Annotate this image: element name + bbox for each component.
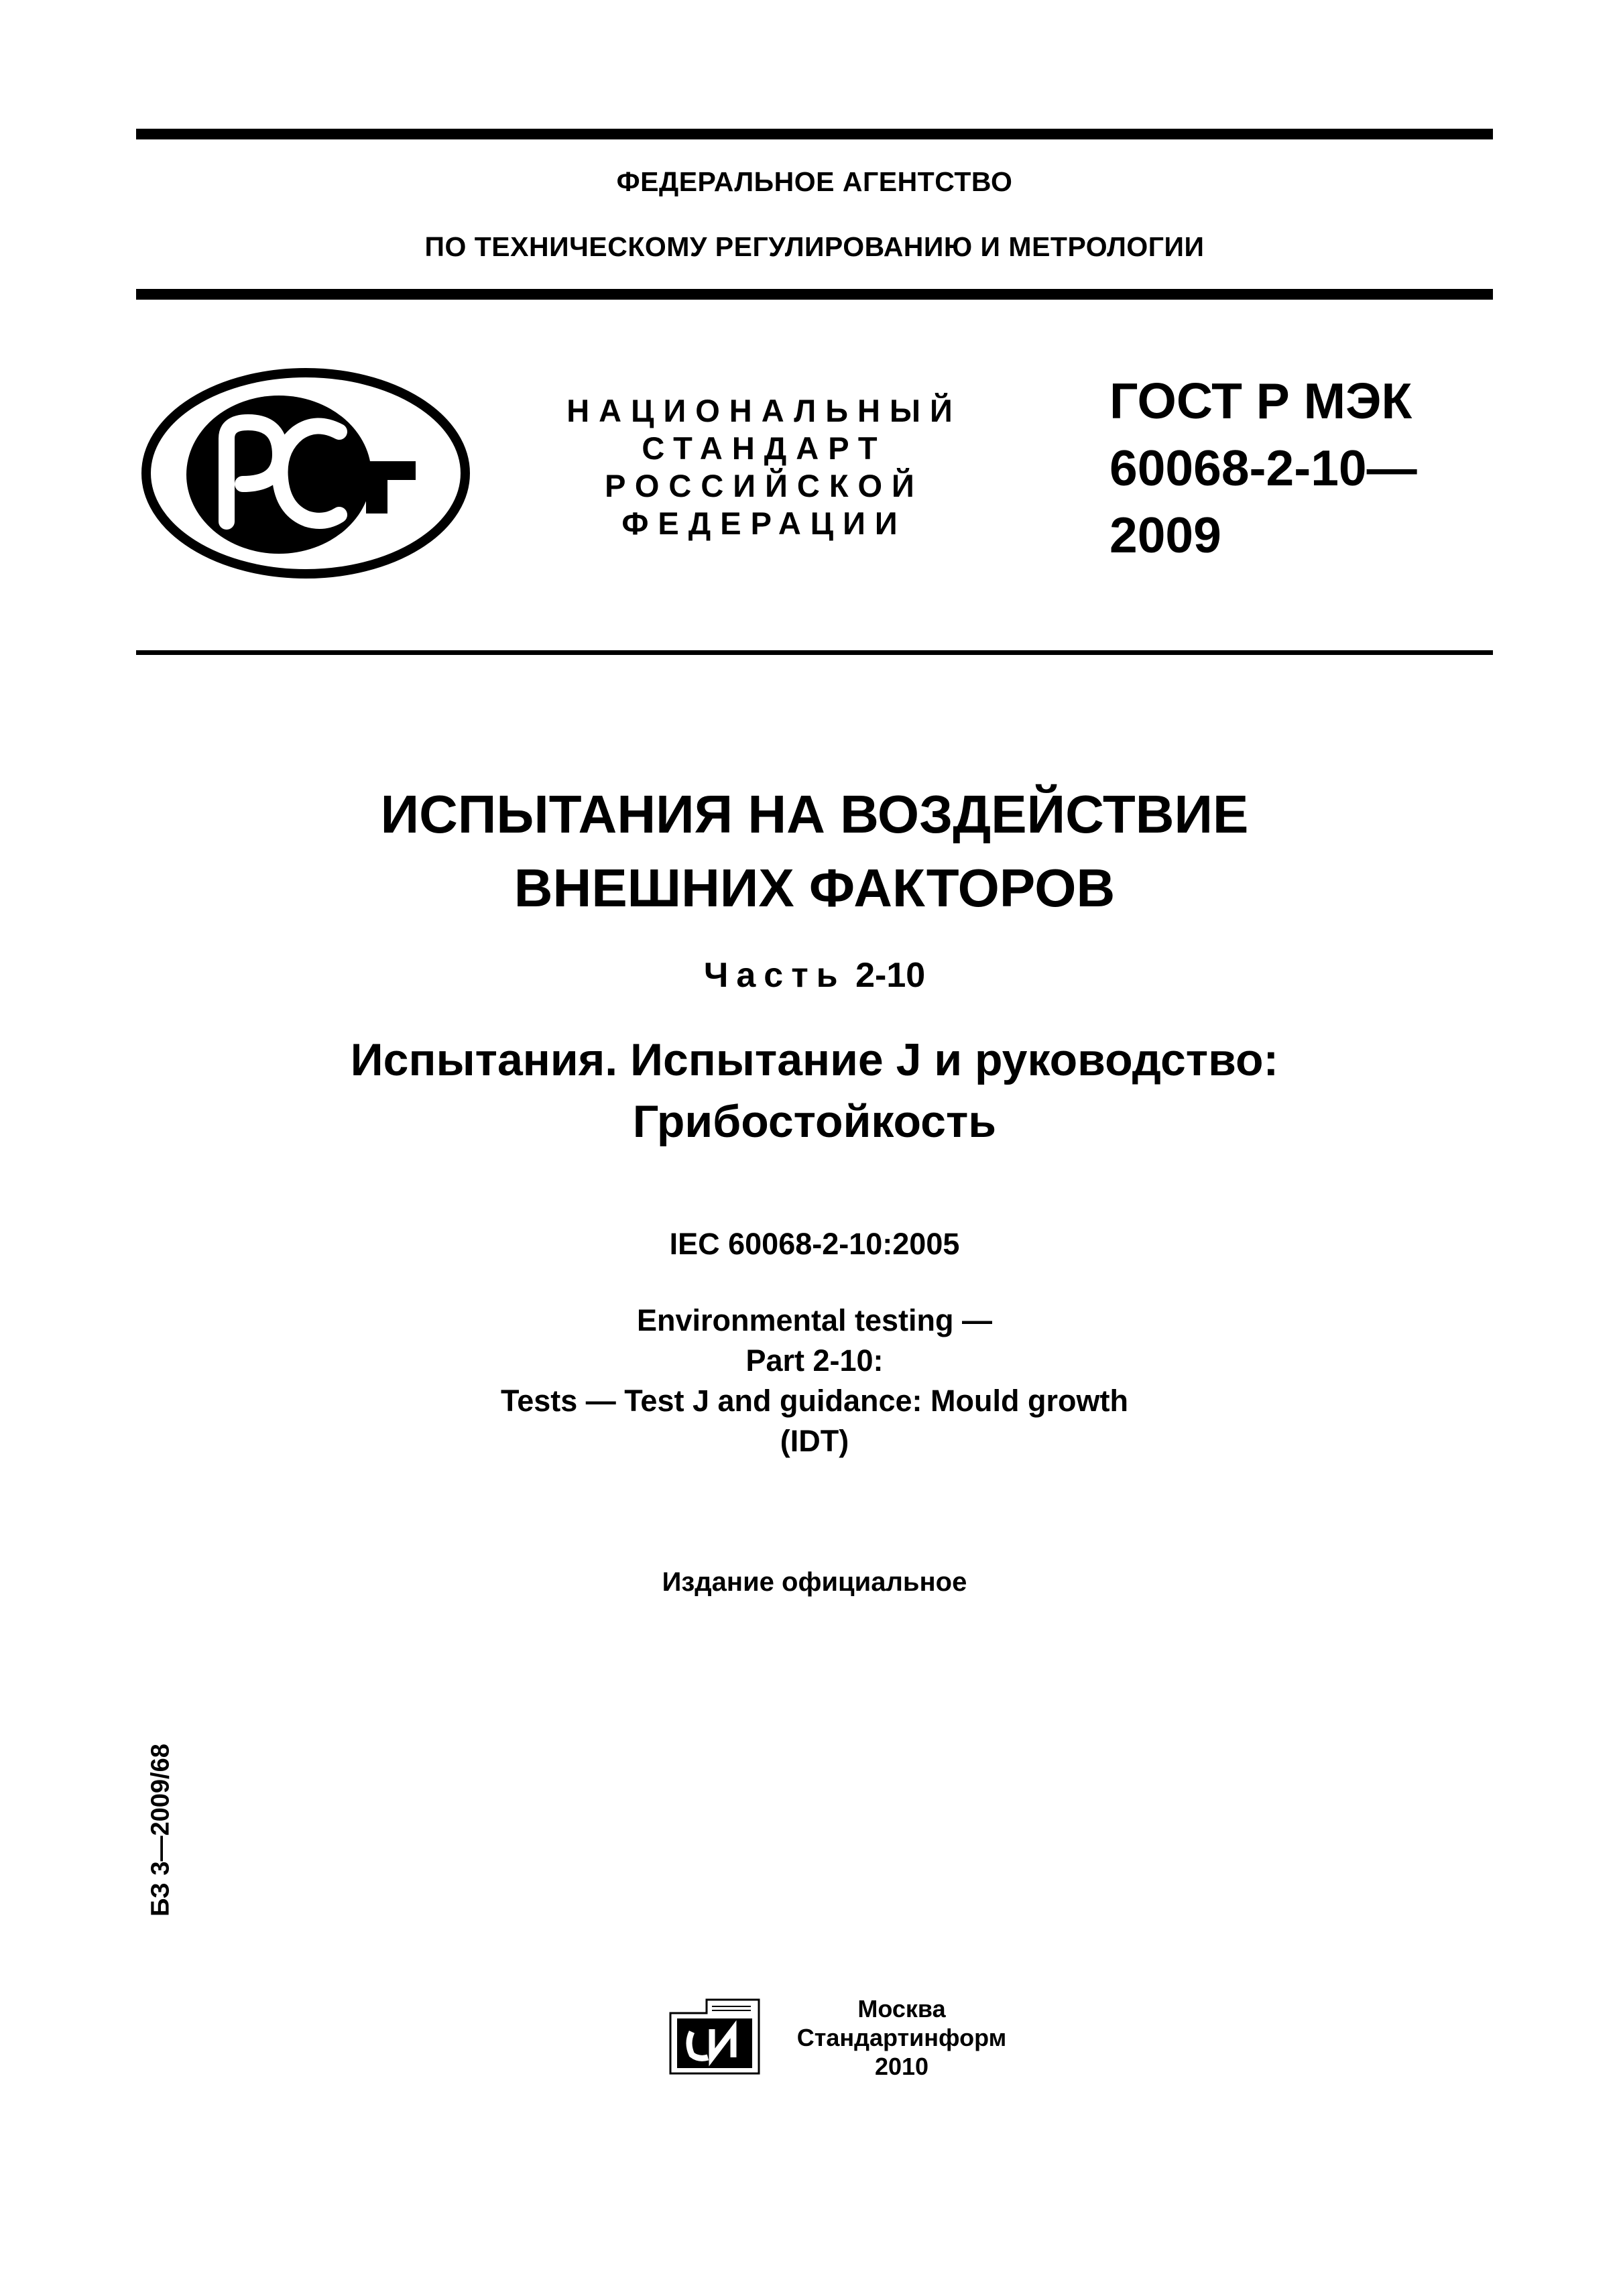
header-section-rule <box>136 650 1493 655</box>
top-rule <box>136 129 1493 139</box>
iec-reference: IEC 60068-2-10:2005 <box>669 1227 960 1261</box>
standartinform-logo-icon <box>665 1993 764 2080</box>
publication-year: 2010 <box>874 2053 929 2080</box>
english-line3: Tests — Test J and guidance: Mould growth <box>501 1384 1128 1418</box>
subtitle-line1: Испытания. Испытание J и руководство: <box>350 1034 1279 1085</box>
publisher-name: Стандартинформ <box>796 2024 1007 2051</box>
subtitle-line2: Грибостойкость <box>632 1096 997 1147</box>
designation-line1: ГОСТ Р МЭК <box>1109 373 1412 429</box>
publisher-city: Москва <box>857 1995 946 2022</box>
side-code: БЗ 3—2009/68 <box>146 1744 175 1917</box>
agency-name-line2: ПО ТЕХНИЧЕСКОМУ РЕГУЛИРОВАНИЮ И МЕТРОЛОГИИ <box>424 231 1205 262</box>
designation-line3: 2009 <box>1109 507 1221 563</box>
title-line2: ВНЕШНИХ ФАКТОРОВ <box>514 858 1116 918</box>
agency-name-line1: ФЕДЕРАЛЬНОЕ АГЕНТСТВО <box>616 166 1013 197</box>
designation-line2: 60068-2-10— <box>1109 440 1417 496</box>
document-subtitle <box>136 1029 1493 1152</box>
standard-type-line3: РОССИЙСКОЙ <box>605 468 924 503</box>
document-title <box>136 778 1493 925</box>
english-line1: Environmental testing — <box>636 1303 993 1337</box>
standard-designation <box>1109 367 1485 568</box>
standard-type-line4: ФЕДЕРАЦИИ <box>621 505 907 541</box>
part-number: 2-10 <box>855 956 926 995</box>
english-title-block <box>136 1301 1493 1461</box>
edition-note: Издание официальное <box>662 1567 967 1597</box>
rst-emblem-icon <box>138 366 473 581</box>
title-line1: ИСПЫТАНИЯ НА ВОЗДЕЙСТВИЕ <box>380 784 1249 844</box>
english-line2: Part 2-10: <box>745 1343 884 1378</box>
header-bottom-rule <box>136 289 1493 300</box>
standard-type-line2: СТАНДАРТ <box>642 430 887 466</box>
part-word: Часть <box>703 956 846 995</box>
part-heading <box>136 955 1493 995</box>
standard-type-line1: НАЦИОНАЛЬНЫЙ <box>566 393 962 428</box>
standard-type-block <box>550 392 979 542</box>
english-line4: (IDT) <box>780 1424 849 1458</box>
publisher-imprint <box>781 1994 1022 2081</box>
